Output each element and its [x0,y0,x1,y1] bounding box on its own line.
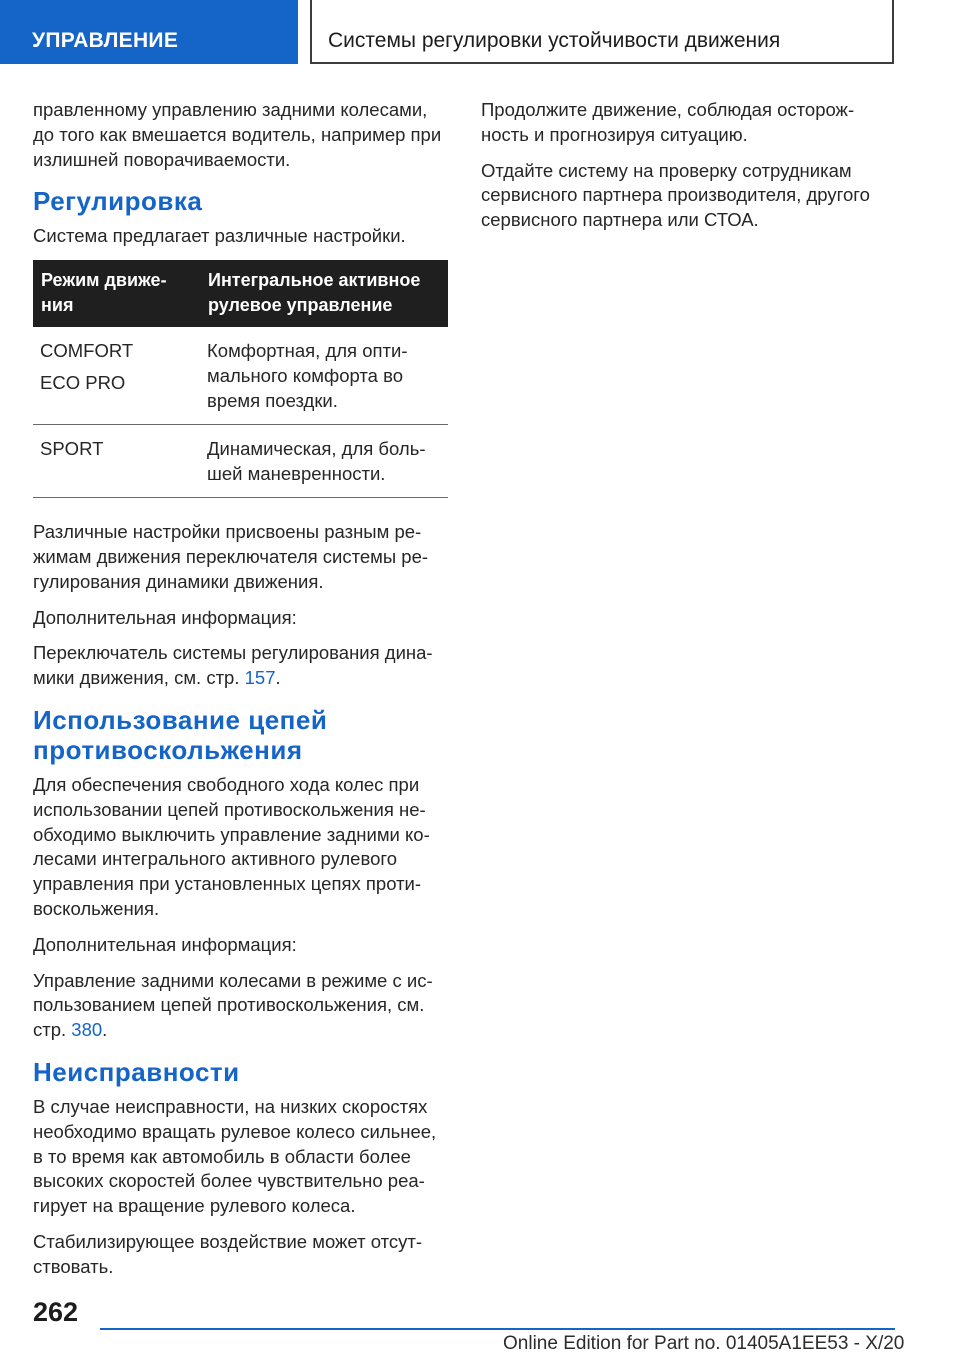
service-paragraph: Отдайте систему на проверку сотрудникам сервисного партнера производителя, другого сервисного партнера или СТОА. [481,159,870,231]
settings-paragraph: Различные настройки присвоены разным ре-жимам движения переключателя системы ре-гулирования динамики движения. [33,521,429,592]
extra-info-label: Дополнительная информация: [33,606,297,628]
mode-eco-pro: ECO PRO [40,372,126,394]
footer-edition: Online Edition for Part no. 01405A1EE53 - X/20 [503,1333,905,1354]
page-number: 262 [33,1297,79,1327]
modes-table [33,260,448,498]
right-column [481,98,901,244]
footer-divider [100,1328,895,1330]
mode-sport: SPORT [40,438,104,460]
reference-text: Переключатель системы регулирования дина-мики движения, см. стр. [33,642,433,689]
regulation-paragraph: Система предлагает различные настройки. [33,225,406,247]
table-header-mode: Режим движе-ния [33,260,200,327]
table-header-steering: Интегральное активное рулевое управление [200,260,448,327]
page-link-157[interactable]: 157 [244,667,276,689]
section-tab: УПРАВЛЕНИЕ [0,0,298,64]
left-column [33,98,448,1291]
reference-paragraph: Управление задними колесами в режиме с ис-пользованием цепей противоскольжения, см. стр. 380. [33,969,433,1041]
reference-paragraph: Переключатель системы регулирования дина-мики движения, см. стр. 157. [33,642,433,689]
page-link-380[interactable]: 380 [71,1019,103,1041]
heading-regulation: Регулировка [33,186,203,217]
table-header-row [33,260,448,327]
mode-description: Динамическая, для боль-шей маневренности. [200,425,448,498]
mode-comfort: COMFORT [40,340,134,362]
mode-cell [33,327,200,425]
extra-info-label: Дополнительная информация: [33,933,297,955]
mode-cell [33,425,200,498]
faults-paragraph: В случае неисправности, на низких скоростях необходимо вращать рулевое колесо сильнее, в то время как автомобиль в области более высоких скоростей более чувствительно реа-гирует на вращение рулевого колеса. [33,1095,437,1217]
faults-paragraph: Стабилизирующее воздействие может отсут-ствовать. [33,1230,422,1277]
intro-paragraph: правленному управлению задними колесами, до того как вмешается водитель, например при излишней поворачиваемости. [33,99,442,170]
continue-paragraph: Продолжите движение, соблюдая осторож-ность и прогнозируя ситуацию. [481,99,855,145]
heading-snow-chains: Использование цепей противоскольжения [33,704,328,765]
heading-faults: Неисправности [33,1056,240,1087]
chapter-title: Системы регулировки устойчивости движения [310,0,894,64]
mode-description: Комфортная, для опти-мального комфорта во время поездки. [200,327,448,425]
table-row [33,327,448,425]
reference-text: Управление задними колесами в режиме с ис-пользованием цепей противоскольжения, см. стр. [33,969,433,1041]
table-row [33,425,448,498]
chains-paragraph: Для обеспечения свободного хода колес при использовании цепей противоскольжения не-обходимо выключить управление задними ко-лесами интегрального активного рулевого управления при установленных цепях проти-воскольжения. [33,773,430,919]
